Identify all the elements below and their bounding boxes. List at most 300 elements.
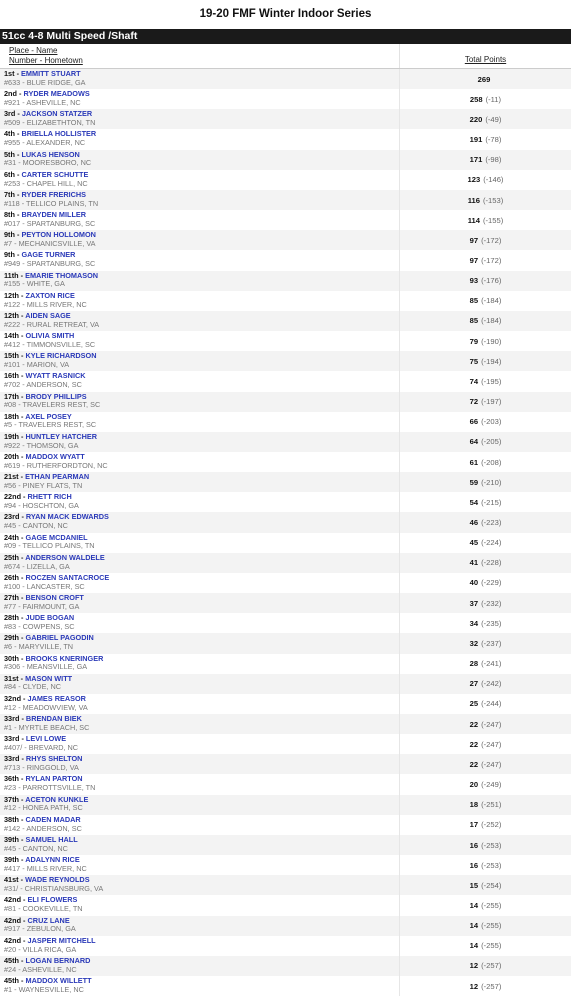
table-row [0,815,571,835]
rider-place: 18th [4,411,20,421]
rider-number-hometown: #45 - CANTON, NC [4,521,68,531]
table-row [0,472,571,492]
table-row [0,754,571,774]
rider-name-link[interactable]: WADE REYNOLDS [25,875,90,885]
rider-cell [0,956,399,976]
rider-name-link[interactable]: ETHAN PEARMAN [25,472,90,482]
separator: - [18,270,26,280]
rider-points: 46 [469,518,479,528]
rider-name-link[interactable]: AXEL POSEY [25,411,72,421]
points-behind: (-210) [481,477,502,487]
table-row [0,613,571,633]
separator: - [21,935,28,945]
rider-cell [0,150,399,170]
points-behind: (-224) [481,538,502,548]
rider-name-link[interactable]: RYAN MACK EDWARDS [25,512,109,522]
rider-number-hometown: #6 - MARYVILLE, TN [4,642,74,652]
points-cell [399,573,571,593]
class-title-bar: 51cc 4-8 Multi Speed /Shaft [0,29,571,44]
rider-name-link[interactable]: ACETON KUNKLE [25,794,89,804]
separator: - [14,230,22,240]
rider-name-link[interactable]: AIDEN SAGE [25,310,71,320]
rider-number-hometown: #56 - PINEY FLATS, TN [4,480,83,490]
table-row [0,835,571,855]
table-row [0,593,571,613]
separator: - [21,693,28,703]
rider-points: 64 [469,437,479,447]
rider-cell [0,351,399,371]
rider-number-hometown: #83 - COWPENS, SC [4,622,75,632]
rider-place: 20th [4,451,20,461]
separator: - [14,250,22,260]
rider-points: 74 [469,376,479,386]
rider-points: 12 [469,981,479,991]
rider-points: 75 [469,356,479,366]
points-cell [399,674,571,694]
table-row [0,573,571,593]
points-behind: (-257) [481,981,502,991]
rider-number-hometown: #20 - VILLA RICA, GA [4,944,77,954]
rider-name-link[interactable]: RYLAN PARTON [25,774,83,784]
rider-cell [0,291,399,311]
points-behind: (-253) [481,840,502,850]
table-row [0,895,571,915]
table-row [0,129,571,149]
rider-cell [0,613,399,633]
rider-place: 21st [4,472,19,482]
rider-place: 33rd [4,754,20,764]
table-row [0,109,571,129]
points-behind: (-176) [481,276,502,286]
points-behind: (-184) [481,316,502,326]
points-cell [399,694,571,714]
rider-cell [0,533,399,553]
rider-points: 14 [469,921,479,931]
separator: - [19,572,26,582]
separator: - [19,512,26,522]
points-cell [399,392,571,412]
rider-points: 220 [469,114,483,124]
rider-points: 41 [469,558,479,568]
points-cell [399,613,571,633]
rider-cell [0,210,399,230]
rider-points: 72 [469,397,479,407]
points-behind: (-155) [483,215,504,225]
points-behind: (-255) [481,900,502,910]
separator: - [14,210,22,220]
rider-cell [0,674,399,694]
points-behind: (-254) [481,880,502,890]
points-cell [399,69,571,89]
separator: - [19,613,26,623]
rider-number-hometown: #417 - MILLS RIVER, NC [4,863,87,873]
separator: - [19,855,26,865]
points-cell [399,795,571,815]
rider-place: 9th [4,230,15,240]
rider-number-hometown: #84 - CLYDE, NC [4,682,62,692]
rider-place: 37th [4,794,20,804]
points-behind: (-205) [481,437,502,447]
points-cell [399,351,571,371]
rider-place: 14th [4,331,20,341]
rider-points: 59 [469,477,479,487]
rider-number-hometown: #674 - LIZELLA, GA [4,561,70,571]
points-cell [399,976,571,996]
separator: - [15,109,22,119]
rider-cell [0,976,399,996]
points-cell [399,331,571,351]
header-total-points[interactable]: Total Points [399,44,571,68]
separator: - [19,976,26,986]
table-row [0,89,571,109]
table-row [0,956,571,976]
table-row [0,69,571,89]
separator: - [14,149,22,159]
rider-number-hometown: #949 - SPARTANBURG, SC [4,259,96,269]
table-row [0,654,571,674]
separator: - [19,774,26,784]
rider-name-link[interactable]: KYLE RICHARDSON [25,351,97,361]
rider-name-link[interactable]: LOGAN BERNARD [25,955,91,965]
rider-points: 79 [469,336,479,346]
points-cell [399,412,571,432]
separator: - [14,169,22,179]
points-behind: (-247) [481,739,502,749]
header-place-name[interactable]: Place - Name [9,46,58,55]
points-cell [399,533,571,553]
rider-number-hometown: #633 - BLUE RIDGE, GA [4,77,86,87]
table-row [0,936,571,956]
separator: - [19,653,26,663]
rider-cell [0,875,399,895]
points-behind: (-208) [481,457,502,467]
rider-points: 20 [469,780,479,790]
rider-place: 38th [4,814,20,824]
rider-name-link[interactable]: CRUZ LANE [27,915,70,925]
rider-number-hometown: #81 - COOKEVILLE, TN [4,904,83,914]
points-cell [399,432,571,452]
rider-name-link[interactable]: CARTER SCHUTTE [21,169,89,179]
standings-table [0,69,571,996]
rider-points: 61 [469,457,479,467]
table-row [0,371,571,391]
points-behind: (-172) [481,255,502,265]
separator: - [14,129,22,139]
points-behind: (-241) [481,659,502,669]
separator: - [19,734,26,744]
rider-name-link[interactable]: CADEN MADAR [25,814,81,824]
rider-place: 26th [4,572,20,582]
rider-name-link[interactable]: RHETT RICH [27,492,72,502]
rider-points: 45 [469,538,479,548]
points-behind: (-190) [481,336,502,346]
place-name-line [4,675,399,684]
rider-cell [0,936,399,956]
points-cell [399,835,571,855]
rider-cell [0,754,399,774]
table-row [0,250,571,270]
separator: - [19,955,26,965]
table-row [0,452,571,472]
table-row [0,774,571,794]
separator: - [14,69,22,78]
rider-name-link[interactable]: RHYS SHELTON [25,754,83,764]
table-row [0,633,571,653]
table-row [0,714,571,734]
rider-name-link[interactable]: EMARIE THOMASON [25,270,99,280]
rider-place: 2nd [4,89,17,99]
rider-place: 33rd [4,714,20,723]
rider-points: 85 [469,296,479,306]
points-cell [399,633,571,653]
rider-number-hometown: #101 - MARION, VA [4,359,70,369]
table-row [0,170,571,190]
rider-place: 23rd [4,512,20,522]
table-row [0,432,571,452]
rider-cell [0,654,399,674]
points-cell [399,754,571,774]
rider-place: 25th [4,552,20,562]
rider-name-link[interactable]: MASON WITT [25,673,73,683]
rider-points: 18 [469,800,479,810]
table-row [0,795,571,815]
rider-points: 258 [469,94,483,104]
rider-points: 114 [467,215,480,225]
points-behind: (-251) [481,800,502,810]
points-cell [399,774,571,794]
rider-place: 7th [4,189,15,199]
separator: - [19,552,26,562]
rider-cell [0,271,399,291]
points-cell [399,936,571,956]
rider-name-link[interactable]: GAGE TURNER [21,250,76,260]
header-number-hometown[interactable]: Number - Hometown [9,55,83,65]
points-behind: (-11) [485,94,502,104]
rider-cell [0,69,399,89]
points-cell [399,109,571,129]
rider-points: 97 [469,255,479,265]
separator: - [18,673,26,683]
points-behind: (-195) [481,376,502,386]
points-cell [399,250,571,270]
points-behind: (-247) [481,719,502,729]
rider-place: 24th [4,532,20,542]
separator: - [19,633,26,643]
rider-name-link[interactable]: OLIVIA SMITH [25,331,75,341]
table-row [0,351,571,371]
points-cell [399,452,571,472]
points-behind: (-78) [485,135,502,145]
rider-name-link[interactable]: RYDER MEADOWS [23,89,90,99]
rider-name-link[interactable]: ZAXTON RICE [25,290,75,300]
points-cell [399,956,571,976]
points-cell [399,492,571,512]
points-behind: (-253) [481,860,502,870]
rider-name-link[interactable]: JACKSON STATZER [21,109,93,119]
rider-cell [0,452,399,472]
points-cell [399,895,571,915]
rider-name-link[interactable]: LUKAS HENSON [21,149,80,159]
rider-place: 45th [4,976,20,986]
table-row [0,492,571,512]
rider-place: 42nd [4,915,22,925]
rider-name-link[interactable]: ANDERSON WALDELE [25,552,105,562]
rider-points: 54 [469,497,479,507]
points-cell [399,654,571,674]
separator: - [19,331,26,341]
rider-name-link[interactable]: SAMUEL HALL [25,834,78,844]
standings-header [0,44,571,69]
table-row [0,512,571,532]
rider-name-link[interactable]: EMMITT STUART [21,69,81,78]
rider-cell [0,512,399,532]
points-behind: (-252) [481,820,502,830]
rider-name-link[interactable]: JUDE BOGAN [25,613,75,623]
separator: - [19,411,26,421]
points-cell [399,89,571,109]
rider-cell [0,250,399,270]
points-behind: (-244) [481,699,502,709]
rider-place: 27th [4,593,20,603]
rider-points: 34 [469,618,479,628]
points-behind: (-153) [483,195,504,205]
rider-number-hometown: #08 - TRAVELERS REST, SC [4,400,101,410]
rider-points: 171 [469,155,483,165]
rider-name-link[interactable]: LEVI LOWE [25,734,67,744]
rider-name-link[interactable]: GABRIEL PAGODIN [25,633,94,643]
rider-name-link[interactable]: BRAYDEN MILLER [21,210,87,220]
rider-number-hometown: #31/ - CHRISTIANSBURG, VA [4,884,104,894]
rider-cell [0,311,399,331]
rider-number-hometown: #509 - ELIZABETHTON, TN [4,118,96,128]
table-row [0,875,571,895]
rider-name-link[interactable]: BRIELLA HOLLISTER [21,129,97,139]
rider-points: 269 [477,74,491,84]
rider-name-link[interactable]: BENSON CROFT [25,593,84,603]
rider-points: 27 [469,679,479,689]
rider-cell [0,412,399,432]
separator: - [19,451,26,461]
rider-place: 42nd [4,935,22,945]
rider-name-link[interactable]: BRENDAN BIEK [25,714,82,723]
rider-name-link[interactable]: ELI FLOWERS [27,895,78,905]
points-cell [399,210,571,230]
rider-name-link[interactable]: PEYTON HOLLOMON [21,230,96,240]
rider-points: 191 [469,135,483,145]
points-cell [399,170,571,190]
rider-name-link[interactable]: BRODY PHILLIPS [25,391,87,401]
separator: - [18,472,26,482]
table-row [0,855,571,875]
rider-cell [0,855,399,875]
table-row [0,291,571,311]
rider-cell [0,230,399,250]
rider-points: 14 [469,941,479,951]
rider-place: 36th [4,774,20,784]
page-title: 19-20 FMF Winter Indoor Series [199,8,372,20]
points-behind: (-255) [481,921,502,931]
rider-place: 6th [4,169,15,179]
rider-cell [0,835,399,855]
points-behind: (-184) [481,296,502,306]
table-row [0,150,571,170]
rider-number-hometown: #12 - MEADOWVIEW, VA [4,702,88,712]
table-row [0,694,571,714]
rider-number-hometown: #31 - MOORESBORO, NC [4,158,92,168]
rider-cell [0,734,399,754]
points-cell [399,291,571,311]
rider-number-hometown: #09 - TELLICO PLAINS, TN [4,541,95,551]
rider-place: 12th [4,290,20,300]
rider-cell [0,331,399,351]
rider-number-hometown: #306 - MEANSVILLE, GA [4,662,88,672]
rider-name-link[interactable]: ADALYNN RICE [25,855,80,865]
rider-points: 16 [469,860,479,870]
rider-place: 19th [4,431,20,441]
rider-number-hometown: #45 - CANTON, NC [4,843,68,853]
rider-points: 66 [469,417,479,427]
separator: - [19,310,26,320]
table-row [0,190,571,210]
points-behind: (-215) [481,497,502,507]
points-cell [399,230,571,250]
rider-name-link[interactable]: RYDER FRERICHS [21,189,87,199]
rider-points: 123 [467,175,481,185]
rider-number-hometown: #922 - THOMSON, GA [4,440,79,450]
rider-number-hometown: #118 - TELLICO PLAINS, TN [4,198,99,208]
rider-name-link[interactable]: BROOKS KNERINGER [25,653,104,663]
table-row [0,331,571,351]
separator: - [19,794,26,804]
rider-name-link[interactable]: JASPER MITCHELL [27,935,96,945]
rider-place: 16th [4,371,20,381]
points-cell [399,311,571,331]
rider-name-link[interactable]: WYATT RASNICK [25,371,86,381]
points-cell [399,150,571,170]
rider-name-link[interactable]: GAGE MCDANIEL [25,532,88,542]
rider-cell [0,472,399,492]
rider-number-hometown: #142 - ANDERSON, SC [4,823,82,833]
rider-name-link[interactable]: MADDOX WILLETT [25,976,92,986]
table-row [0,311,571,331]
rider-name-link[interactable]: HUNTLEY HATCHER [25,431,97,441]
points-behind: (-237) [481,638,502,648]
rider-name-link[interactable]: JAMES REASOR [27,693,86,703]
rider-place: 11th [4,270,19,280]
points-cell [399,553,571,573]
points-behind: (-197) [481,397,502,407]
rider-points: 22 [469,759,479,769]
rider-cell [0,795,399,815]
rider-cell [0,916,399,936]
rider-cell [0,633,399,653]
rider-cell [0,714,399,734]
rider-place: 15th [4,351,20,361]
rider-cell [0,432,399,452]
points-behind: (-232) [481,598,502,608]
rider-name-link[interactable]: MADDOX WYATT [25,451,85,461]
rider-place: 17th [4,391,20,401]
rider-name-link[interactable]: ROCZEN SANTACROCE [25,572,110,582]
table-row [0,674,571,694]
rider-number-hometown: #122 - MILLS RIVER, NC [4,299,87,309]
rider-cell [0,815,399,835]
points-behind: (-255) [481,941,502,951]
rider-place: 41st [4,875,19,885]
rider-place: 9th [4,250,15,260]
rider-cell [0,371,399,391]
rider-place: 3rd [4,109,16,119]
